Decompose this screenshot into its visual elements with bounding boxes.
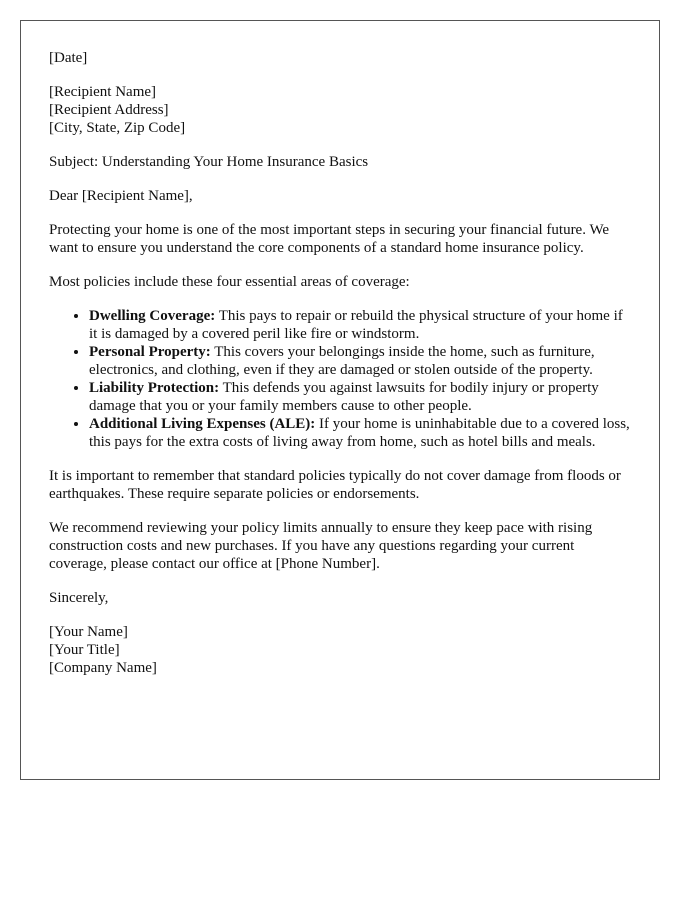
coverage-term: Liability Protection: — [89, 380, 220, 396]
signature-name: [Your Name] — [49, 624, 128, 640]
coverage-term: Dwelling Coverage: — [89, 308, 216, 324]
recipient-address: [Recipient Address] — [49, 102, 169, 118]
coverage-description: This covers your belongings inside the home, such as furniture, electronics, and clothing, even if they are damaged or stolen outside of the property. — [89, 344, 595, 378]
coverage-item-ale — [89, 415, 631, 451]
letter-page — [20, 20, 660, 780]
letter-date: [Date] — [49, 50, 88, 66]
letter-subject: Subject: Understanding Your Home Insurance Basics — [49, 154, 369, 170]
coverage-list — [49, 307, 631, 451]
coverage-description: This defends you against lawsuits for bodily injury or property damage that you or your family members cause to other people. — [89, 380, 599, 414]
list-intro-paragraph: Most policies include these four essential areas of coverage: — [49, 274, 410, 290]
letter-closing: Sincerely, — [49, 590, 109, 606]
recipient-block — [49, 83, 631, 137]
recipient-name: [Recipient Name] — [49, 84, 157, 100]
letter-salutation: Dear [Recipient Name], — [49, 188, 193, 204]
signature-title: [Your Title] — [49, 642, 120, 658]
coverage-description: If your home is uninhabitable due to a covered loss, this pays for the extra costs of living away from home, such as hotel bills and meals. — [89, 416, 630, 450]
coverage-term: Personal Property: — [89, 344, 211, 360]
exclusions-paragraph: It is important to remember that standard policies typically do not cover damage from floods or earthquakes. These require separate policies or endorsements. — [49, 468, 621, 502]
recipient-city-state-zip: [City, State, Zip Code] — [49, 120, 186, 136]
intro-paragraph: Protecting your home is one of the most important steps in securing your financial future. We want to ensure you understand the core components of a standard home insurance policy. — [49, 222, 610, 256]
signature-block — [49, 623, 631, 677]
recommendation-paragraph: We recommend reviewing your policy limits annually to ensure they keep pace with rising construction costs and new purchases. If you have any questions regarding your current coverage, please contact our office at [Phone Number]. — [49, 520, 593, 572]
coverage-item-dwelling — [89, 307, 631, 343]
signature-company: [Company Name] — [49, 660, 157, 676]
coverage-description: This pays to repair or rebuild the physical structure of your home if it is damaged by a covered peril like fire or windstorm. — [89, 308, 623, 342]
coverage-item-personal-property — [89, 343, 631, 379]
coverage-term: Additional Living Expenses (ALE): — [89, 416, 316, 432]
coverage-item-liability — [89, 379, 631, 415]
